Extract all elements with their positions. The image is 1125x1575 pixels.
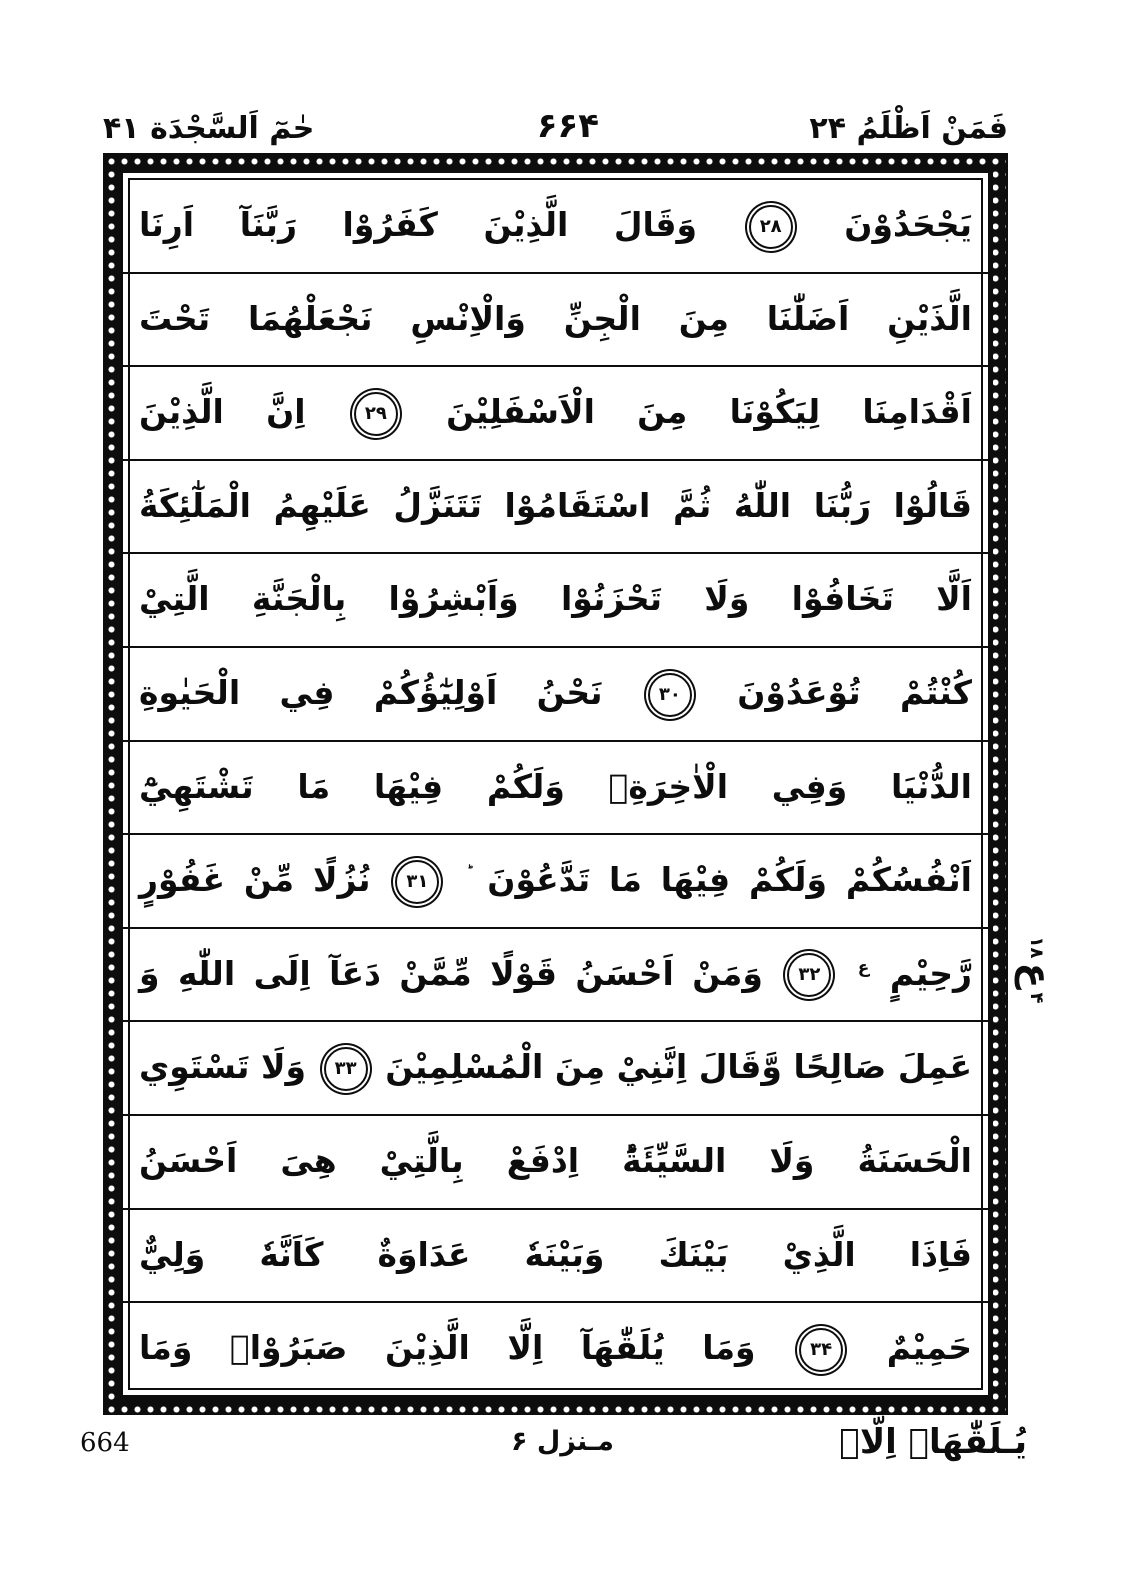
quran-line-9: [123, 929, 988, 1023]
ayah-text: اَنْفُسُكُمْ وَلَكُمْ فِيْهَا مَا تَدَّعُوْنَ: [487, 860, 972, 900]
ayah-text: عَمِلَ صَالِحًا وَّقَالَ اِنَّنِيْ مِنَ الْمُسْلِمِيْنَ: [385, 1047, 972, 1087]
ayah-end-marker: ۳۱: [395, 860, 439, 904]
pause-mark: ع: [857, 957, 870, 978]
quran-line-4: [123, 461, 988, 555]
ain-icon: ع: [1015, 962, 1059, 989]
ayah-end-marker: ۳۲: [787, 953, 831, 997]
ayah-text: اَلَّا تَخَافُوْا وَلَا تَحْزَنُوْا وَاَبْشِرُوْا بِالْجَنَّةِ الَّتِيْ: [139, 579, 972, 619]
quran-line-11: [123, 1116, 988, 1210]
manzil-label: مـنزل ۶: [510, 1426, 615, 1457]
quran-line-10: [123, 1022, 988, 1116]
ayah-text: وَلَا تَسْتَوِي: [139, 1047, 307, 1087]
ayah-end-marker: ۳۳: [324, 1047, 368, 1091]
ayah-text: رَّحِيْمٍ: [889, 953, 972, 993]
quran-line-13: [123, 1303, 988, 1395]
quran-line-2: [123, 274, 988, 368]
quran-line-3: [123, 367, 988, 461]
quran-line-7: [123, 742, 988, 836]
ruku-marker: [972, 936, 1102, 1004]
quran-line-12: [123, 1210, 988, 1304]
ayah-text: وَمَا يُلَقّٰهَآ اِلَّا الَّذِيْنَ صَبَرُوْاۚ وَمَا: [139, 1328, 756, 1368]
page-number-arabic: ۶۶۴: [536, 106, 600, 146]
surah-label: حٰمٓ اَلسَّجْدَة ۴۱: [103, 111, 315, 146]
ayah-text: الدُّنْيَا وَفِي الْاٰخِرَةِۚ وَلَكُمْ فِيْهَا مَا تَشْتَهِيْٓ: [139, 766, 972, 806]
text-lines: [118, 168, 993, 1400]
quran-line-5: [123, 554, 988, 648]
ornamental-border-band: [103, 153, 1008, 1415]
ayah-text: فَاِذَا الَّذِيْ بَيْنَكَ وَبَيْنَهٗ عَدَاوَةٌ كَاَنَّهٗ وَلِيٌّ: [139, 1234, 972, 1274]
ayah-text: قَالُوْا رَبُّنَا اللّٰهُ ثُمَّ اسْتَقَامُوْا تَتَنَزَّلُ عَلَيْهِمُ الْمَلٰٓئِكَةُ: [139, 485, 972, 525]
ornamental-frame: [103, 153, 1008, 1415]
page-number-latin: 664: [80, 1428, 130, 1458]
ayah-text: اَقْدَامِنَا لِيَكُوْنَا مِنَ الْاَسْفَلِيْنَ: [446, 392, 972, 432]
ayah-text: نُزُلًا مِّنْ غَفُوْرٍ: [139, 860, 371, 900]
ayah-end-marker: ۲۹: [354, 392, 398, 436]
ayah-text: حَمِيْمٌ: [886, 1328, 972, 1368]
quran-line-6: [123, 648, 988, 742]
ayah-text: وَقَالَ الَّذِيْنَ كَفَرُوْا رَبَّنَآ اَرِنَا: [139, 205, 698, 244]
ayah-text: نَحْنُ اَوْلِيٰٓؤُكُمْ فِي الْحَيٰوةِ: [139, 673, 603, 713]
ayah-text: الْحَسَنَةُ وَلَا السَّيِّئَةُؕ اِدْفَعْ بِالَّتِيْ هِىَ اَحْسَنُ: [139, 1141, 972, 1181]
ayah-end-marker: ۲۸: [749, 205, 793, 249]
page-header: [103, 84, 1008, 146]
page-footer: [80, 1418, 1045, 1498]
ayah-text: يَجْحَدُوْنَ: [844, 205, 972, 244]
ruku-lower-number: ۱۸: [1026, 936, 1048, 959]
ayah-end-marker: ۳۴: [799, 1328, 843, 1372]
ayah-text: اِنَّ الَّذِيْنَ: [139, 392, 306, 432]
quran-line-8: [123, 835, 988, 929]
ayah-text: كُنْتُمْ تُوْعَدُوْنَ: [737, 673, 972, 713]
catchword: يُـلَقّٰهَاۤ اِلَّاۤ: [839, 1422, 1027, 1462]
ruku-number: ۴: [1026, 992, 1048, 1004]
ayah-end-marker: ۳۰: [648, 673, 692, 717]
juz-label: فَمَنْ اَظْلَمُ ۲۴: [809, 111, 1008, 146]
ayah-text: وَمَنْ اَحْسَنُ قَوْلًا مِّمَّنْ دَعَآ اِلَى اللّٰهِ وَ: [139, 953, 763, 993]
quran-line-1: [123, 180, 988, 274]
ayah-text: الَّذَيْنِ اَضَلّٰنَا مِنَ الْجِنِّ وَالْاِنْسِ نَجْعَلْهُمَا تَحْتَ: [139, 298, 972, 338]
